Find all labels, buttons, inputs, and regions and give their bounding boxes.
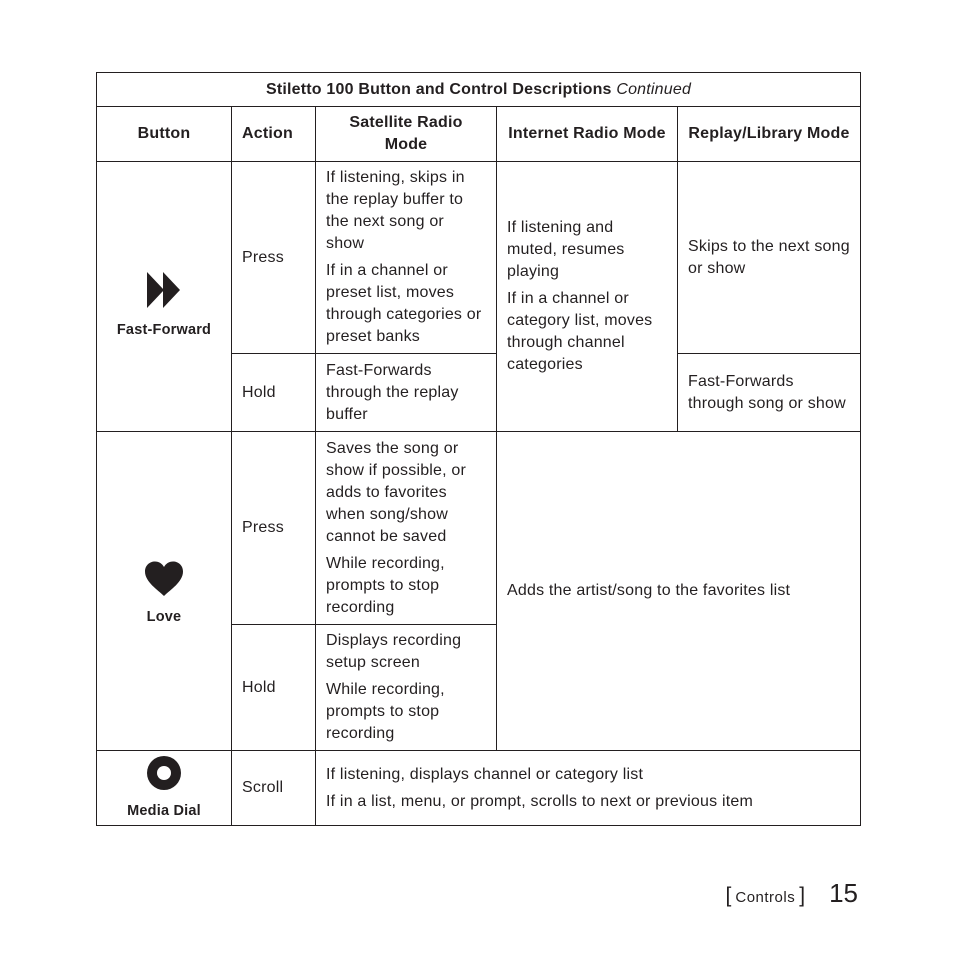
ff-hold-replay: Fast-Forwards through song or show xyxy=(678,354,861,432)
love-hold-action: Hold xyxy=(232,625,316,751)
media-dial-description-line: If in a list, menu, or prompt, scrolls to next or previous item xyxy=(326,792,753,810)
table-title-suffix: Continued xyxy=(616,80,692,98)
love-hold-satellite xyxy=(316,625,497,751)
media-dial-description-line: If listening, displays channel or category list xyxy=(326,765,644,783)
media-dial-description xyxy=(316,751,861,826)
ff-internet-line: If in a channel or category list, moves through channel categories xyxy=(507,290,653,373)
media-dial-icon xyxy=(107,755,221,798)
love-label: Love xyxy=(146,608,182,625)
ff-press-replay: Skips to the next song or show xyxy=(678,162,861,354)
ff-internet xyxy=(497,162,678,432)
table-title xyxy=(97,73,861,107)
fast-forward-icon xyxy=(107,270,221,317)
love-button-cell xyxy=(97,432,232,751)
love-press-satellite-line: Saves the song or show if possible, or adds to favorites when song/show cannot be saved xyxy=(326,439,467,545)
ff-hold-action: Hold xyxy=(232,354,316,432)
fast-forward-button-cell xyxy=(97,162,232,432)
media-dial-button-cell xyxy=(97,751,232,826)
header-action: Action xyxy=(232,107,316,162)
ff-press-satellite xyxy=(316,162,497,354)
header-satellite-mode: Satellite Radio Mode xyxy=(316,107,497,162)
fast-forward-label: Fast-Forward xyxy=(116,322,212,338)
page-number: 15 xyxy=(829,878,858,908)
footer-bracket-open: [ xyxy=(725,884,732,907)
button-control-table xyxy=(96,72,861,826)
page-footer xyxy=(726,878,858,909)
ff-press-satellite-line: If listening, skips in the replay buffer to the next song or show xyxy=(326,169,465,252)
ff-press-action: Press xyxy=(232,162,316,354)
table-title-text: Stiletto 100 Button and Control Descriptions xyxy=(265,80,612,98)
footer-bracket-close: ] xyxy=(799,884,806,907)
header-button: Button xyxy=(97,107,232,162)
media-dial-label: Media Dial xyxy=(127,802,201,819)
ff-internet-line: If listening and muted, resumes playing xyxy=(507,219,625,280)
header-replay-mode: Replay/Library Mode xyxy=(678,107,861,162)
header-internet-mode: Internet Radio Mode xyxy=(497,107,678,162)
love-hold-satellite-line: Displays recording setup screen xyxy=(326,632,462,671)
love-other-modes: Adds the artist/song to the favorites list xyxy=(497,432,861,751)
love-press-satellite xyxy=(316,432,497,625)
heart-icon xyxy=(107,561,221,604)
ff-hold-satellite: Fast-Forwards through the replay buffer xyxy=(316,354,497,432)
footer-section-name: Controls xyxy=(735,889,796,906)
ff-press-satellite-line: If in a channel or preset list, moves through categories or preset banks xyxy=(326,262,482,345)
love-hold-satellite-line: While recording, prompts to stop recording xyxy=(326,681,445,742)
love-press-satellite-line: While recording, prompts to stop recording xyxy=(326,554,445,616)
love-press-action: Press xyxy=(232,432,316,625)
media-dial-action: Scroll xyxy=(232,751,316,826)
